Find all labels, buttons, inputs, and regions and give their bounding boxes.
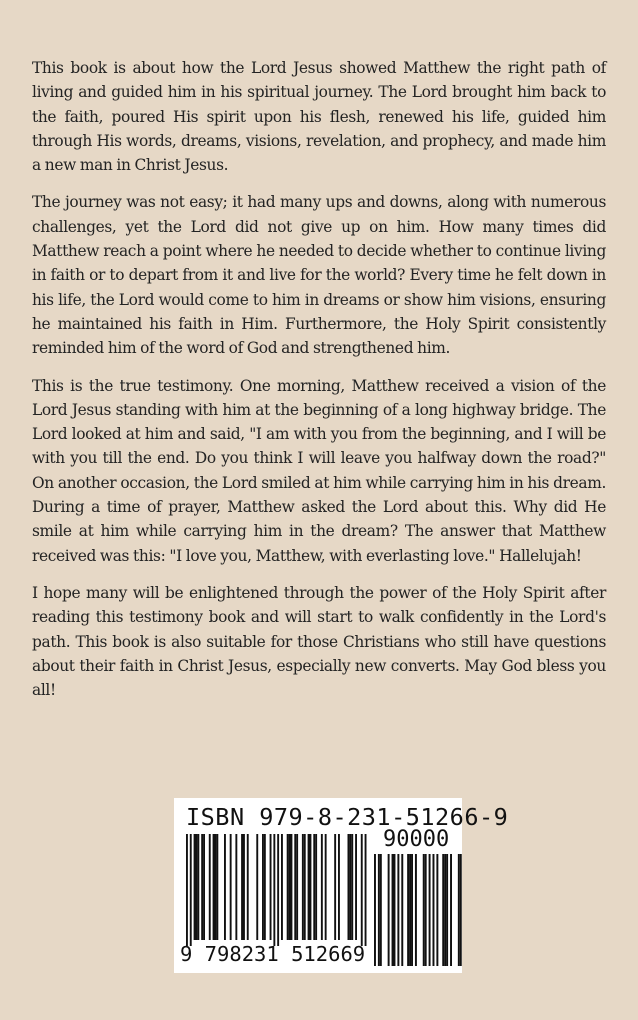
ean-bar [241,834,243,940]
ean-bar [334,834,336,940]
addon-bar [380,854,382,966]
ean-bar [289,834,291,940]
addon-bar [415,854,417,966]
addon-bar [411,854,413,966]
addon-bar [425,854,427,966]
ean-bar [294,834,296,940]
ean-bar [216,834,218,940]
addon-bar [374,854,376,966]
ean-bar [355,834,357,940]
addon-bar [392,854,394,966]
addon-bar [397,854,399,966]
ean-bar [230,834,232,940]
ean-bar [308,834,310,940]
addon-bar [444,854,446,966]
ean-bar [201,834,203,940]
addon-bar [388,854,390,966]
ean-bar [264,834,266,940]
ean-bar [291,834,293,940]
ean-bar [190,834,192,946]
ean-bar [302,834,304,940]
addon-bar [446,854,448,966]
ean-digits: 9 798231 512669 [180,942,366,966]
addon-bar [378,854,380,966]
addon-bar [423,854,425,966]
ean-bar [321,834,323,940]
ean-bar [304,834,306,940]
ean-bar [365,834,367,946]
ean-bar [351,834,353,940]
addon-bars [374,854,462,966]
ean-bar [213,834,215,940]
ean-bar [270,834,272,940]
ean-bar [310,834,312,940]
addon-bar [450,854,452,966]
addon-bar [409,854,411,966]
ean-bar [348,834,350,940]
ean-bar [256,834,258,940]
blurb-paragraph-4: I hope many will be enlightened through the power of the Holy Spirit after reading this testimony book and will start to walk confidently in the Lord's path. This book is also suitable for those Christians who still have questions about their faith in Christ Jesus, especially new converts. May God bless you all! [32,583,606,700]
addon-bar [429,854,431,966]
ean-bar [313,834,315,940]
ean-bar [203,834,205,940]
blurb-paragraph-3: This is the true testimony. One morning, Matthew received a vision of the Lord Jesus standing with him at the beginning of a long highway bridge. The Lord looked at him and said, "I am with you from the beginning, and I will be with you till the end. Do you think I will leave you halfway down the road?" On another occasion, the Lord smiled at him while carrying him in his dream. During a time of prayer, Matthew asked the Lord about this. Why did He smile at him while carrying him in the dream? The answer that Matthew received was this: "I love you, Matthew, with everlasting love." Hallelujah! [32,376,606,565]
addon-bar [401,854,403,966]
addon-bar [460,854,462,966]
addon-bar [436,854,438,966]
addon-bar [407,854,409,966]
ean-bar [247,834,249,940]
ean-bar [315,834,317,940]
ean-bar [281,834,283,940]
ean-bar [196,834,198,940]
addon-bar [394,854,396,966]
ean-bar [209,834,211,940]
ean-bar [349,834,351,940]
blurb-paragraph-1: This book is about how the Lord Jesus showed Matthew the right path of living and guided him in his spiritual journey. The Lord brought him back to the faith, poured His spirit upon his flesh, renewed his life, guided him through His words, dreams, visions, revelation, and prophecy, and made him a new man in Christ Jesus. [32,59,606,175]
ean-bar [325,834,327,940]
isbn-label: ISBN 979-8-231-51266-9 [186,803,509,831]
ean-bar [361,834,363,946]
ean-bar [287,834,289,940]
isbn-barcode-box [174,798,509,973]
ean-bars [186,834,367,946]
ean-bar [197,834,199,940]
ean-bar [277,834,279,946]
ean-bar [186,834,188,946]
ean-bar [296,834,298,940]
ean-bar [224,834,226,940]
ean-bar [338,834,340,940]
ean-bar [194,834,196,940]
blurb-paragraph-2: The journey was not easy; it had many ups and downs, along with numerous challenges, yet the Lord did not give up on him. How many times did Matthew reach a point where he needed to decide whether to continue living in faith or to depart from it and live for the world? Every time he felt down in his life, the Lord would come to him in dreams or show him visions, ensuring he maintained his faith in Him. Furthermore, the Holy Spirit consistently reminded him of the word of God and strengthened him. [32,193,606,358]
ean-bar [243,834,245,940]
ean-bar [273,834,275,946]
price-code: 90000 [383,827,450,852]
back-cover-blurb [32,56,606,715]
addon-bar [433,854,435,966]
ean-bar [215,834,217,940]
addon-bar [442,854,444,966]
ean-bar [262,834,264,940]
ean-bar [235,834,237,940]
addon-bar [458,854,460,966]
